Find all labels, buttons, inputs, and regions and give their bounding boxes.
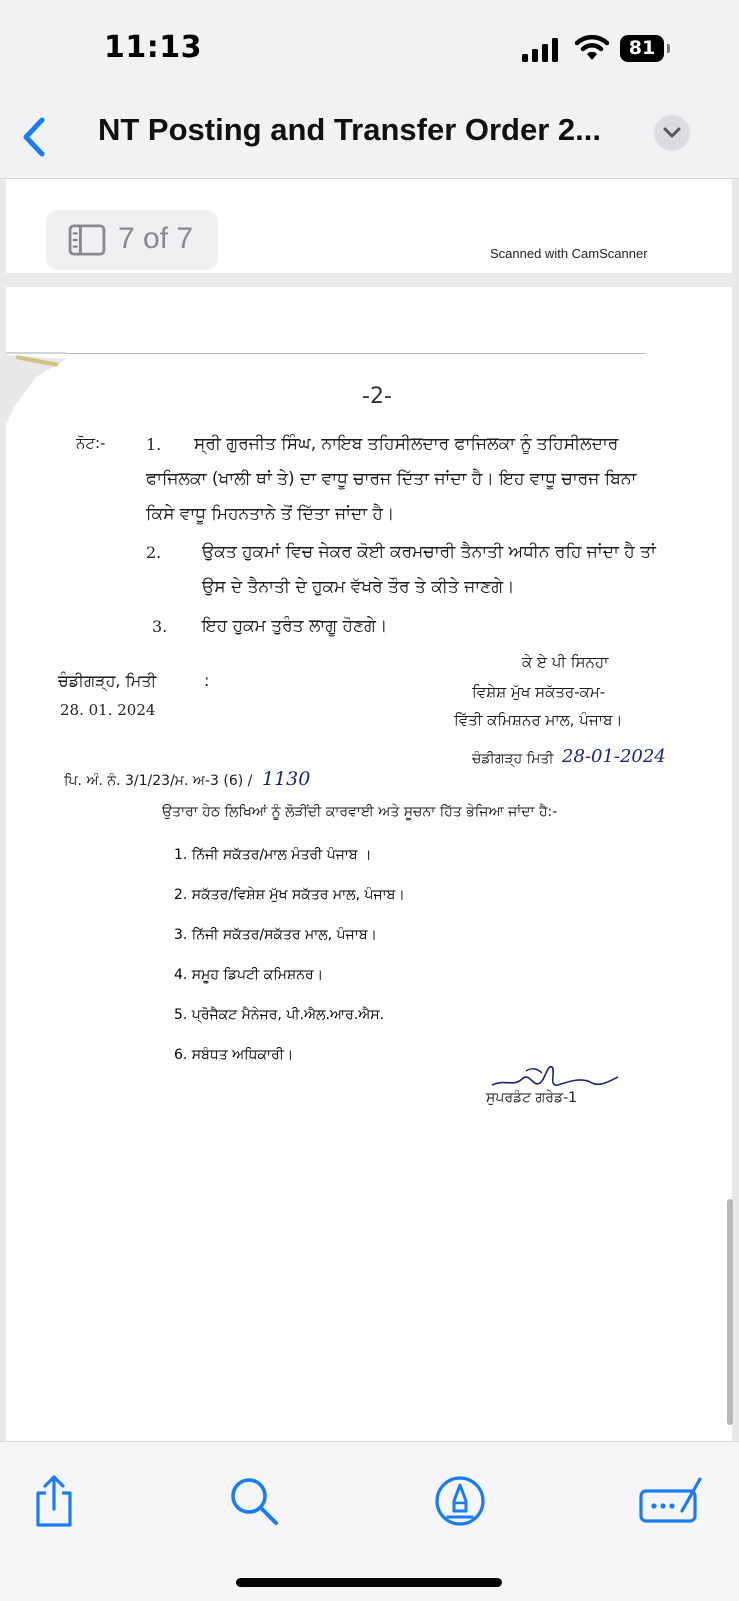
signatory-designation-1: ਵਿਸ਼ੇਸ਼ ਮੁੱਖ ਸਕੱਤਰ-ਕਮ- (472, 683, 606, 701)
page-counter-text: 7 of 7 (118, 222, 194, 255)
search-icon[interactable] (226, 1473, 282, 1529)
markup-icon[interactable] (432, 1473, 488, 1529)
scan-header-rule (66, 353, 646, 354)
scanned-watermark: Scanned with CamScanner (490, 246, 648, 261)
nav-bar (0, 100, 739, 179)
note-3-number: 3. (152, 617, 168, 636)
title-menu-button[interactable] (654, 115, 690, 151)
chevron-down-icon (654, 115, 690, 151)
endorsement-date-handwritten: 28-01-2024 (562, 746, 666, 767)
previous-page (6, 179, 732, 273)
battery-level: 81 (628, 37, 656, 59)
place-date-label: ਚੰਡੀਗੜ੍ਹ, ਮਿਤੀ (58, 671, 157, 690)
cellular-signal-icon (522, 38, 560, 62)
copy-forward-text: ਉਤਾਰਾ ਹੇਠ ਲਿਖਿਆਂ ਨੂੰ ਲੋੜੀਂਦੀ ਕਾਰਵਾਈ ਅਤੇ ਸੂਚਨਾ ਹਿੱਤ ਭੇਜਿਆ ਜਾਂਦਾ ਹੈ:- (162, 804, 558, 820)
page-number: -2- (362, 384, 392, 409)
endorsement-place-label: ਚੰਡੀਗੜ੍ਹ ਮਿਤੀ (472, 751, 554, 767)
copy-to-item-5: 5. ਪ੍ਰੋਜੈਕਟ ਮੈਨੇਜਰ, ਪੀ.ਐਲ.ਆਰ.ਐਸ. (174, 1007, 385, 1023)
signatory-name: ਕੇ ਏ ਪੀ ਸਿਨਹਾ (522, 653, 609, 671)
share-icon[interactable] (26, 1473, 82, 1529)
note-2-number: 2. (146, 543, 162, 562)
wifi-icon (575, 34, 609, 62)
note-1-line-1: ਸ੍ਰੀ ਗੁਰਜੀਤ ਸਿੰਘ, ਨਾਇਬ ਤਹਿਸੀਲਦਾਰ ਫਾਜਿਲਕਾ ਨੂੰ ਤਹਿਸੀਲਦਾਰ (194, 434, 619, 454)
back-button[interactable] (14, 112, 54, 162)
note-2-line-2: ਉਸ ਦੇ ਤੈਨਾਤੀ ਦੇ ਹੁਕਮ ਵੱਖਰੇ ਤੌਰ ਤੇ ਕੀਤੇ ਜਾਣਗੇ। (202, 577, 515, 597)
vertical-scrollbar[interactable] (727, 1199, 733, 1425)
note-3-line-1: ਇਹ ਹੁਕਮ ਤੁਰੰਤ ਲਾਗੂ ਹੋਣਗੇ। (202, 616, 388, 636)
note-2-line-1: ਉਕਤ ਹੁਕਮਾਂ ਵਿਚ ਜੇਕਰ ਕੋਈ ਕਰਮਚਾਰੀ ਤੈਨਾਤੀ ਅਧੀਨ ਰਹਿ ਜਾਂਦਾ ਹੈ ਤਾਂ (202, 542, 656, 562)
place-date-colon: : (204, 671, 210, 690)
copy-to-item-2: 2. ਸਕੱਤਰ/ਵਿਸ਼ੇਸ਼ ਮੁੱਖ ਸਕੱਤਰ ਮਾਲ, ਪੰਜਾਬ। (174, 887, 405, 903)
note-1-number: 1. (146, 435, 162, 454)
order-date: 28. 01. 2024 (60, 701, 156, 719)
copy-to-item-1: 1. ਨਿੱਜੀ ਸਕੱਤਰ/ਮਾਲ ਮੰਤਰੀ ਪੰਜਾਬ । (174, 847, 372, 863)
status-bar (0, 0, 739, 100)
signatory-designation-2: ਵਿੱਤੀ ਕਮਿਸ਼ਨਰ ਮਾਲ, ਪੰਜਾਬ। (454, 711, 623, 729)
note-1-line-3: ਕਿਸੇ ਵਾਧੂ ਮਿਹਨਤਾਨੇ ਤੋਂ ਦਿੱਤਾ ਜਾਂਦਾ ਹੈ। (146, 504, 395, 524)
copy-to-item-6: 6. ਸਬੰਧਤ ਅਧਿਕਾਰੀ। (174, 1047, 294, 1063)
document-viewer[interactable] (0, 179, 739, 1441)
scan-edge-artifact (6, 347, 76, 437)
battery-tip (667, 44, 670, 53)
document-title[interactable]: NT Posting and Transfer Order 2... (98, 112, 601, 147)
superintendent-label: ਸੁਪਰਡੰਟ ਗਰੇਡ-1 (486, 1090, 578, 1106)
battery-icon (620, 35, 664, 62)
status-time: 11:13 (104, 30, 202, 65)
copy-to-item-3: 3. ਨਿੱਜੀ ਸਕੱਤਰ/ਸਕੱਤਰ ਮਾਲ, ਪੰਜਾਬ। (174, 927, 377, 943)
home-indicator[interactable] (236, 1578, 502, 1587)
current-page (6, 287, 732, 1441)
endorsement-number-handwritten: 1130 (262, 768, 311, 790)
sidebar-icon (68, 224, 106, 256)
note-1-line-2: ਫਾਜਿਲਕਾ (ਖਾਲੀ ਥਾਂ ਤੇ) ਦਾ ਵਾਧੂ ਚਾਰਜ ਦਿੱਤਾ ਜਾਂਦਾ ਹੈ। ਇਹ ਵਾਧੂ ਚਾਰਜ ਬਿਨਾ (146, 469, 637, 489)
page-counter[interactable] (46, 210, 218, 270)
bottom-toolbar (0, 1441, 739, 1601)
copy-to-item-4: 4. ਸਮੂਹ ਡਿਪਟੀ ਕਮਿਸ਼ਨਰ। (174, 967, 324, 983)
form-fill-icon[interactable] (638, 1473, 704, 1529)
note-label: ਨੋਟ:- (76, 434, 106, 452)
endorsement-number-label: ਪਿ. ਅੰ. ਨੰ. 3/1/23/ਮ. ਅ-3 (6) / (64, 773, 253, 789)
